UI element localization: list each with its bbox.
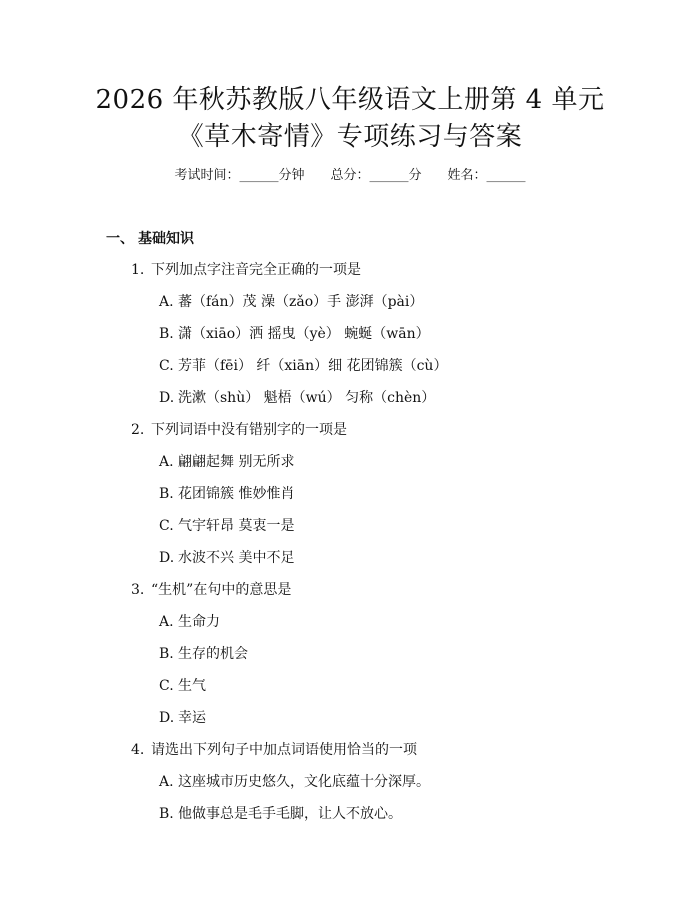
option-text: 翩翩起舞 别无所求: [178, 454, 295, 470]
option-letter: D.: [159, 550, 175, 566]
option-letter: C.: [159, 518, 174, 534]
option-text: 生气: [178, 678, 206, 694]
question-4-option-a: [159, 771, 430, 793]
option-letter: B.: [159, 326, 174, 342]
option-text: 他做事总是毛手毛脚，让人不放心。: [178, 806, 402, 822]
question-2-option-b: [159, 483, 294, 505]
question-text: 请选出下列句子中加点词语使用恰当的一项: [151, 742, 417, 758]
option-letter: D.: [159, 390, 175, 406]
option-text: 这座城市历史悠久，文化底蕴十分深厚。: [178, 774, 430, 790]
question-4: [131, 739, 417, 761]
question-2-option-c: [159, 515, 294, 537]
option-text: 气宇轩昂 莫衷一是: [178, 518, 295, 534]
exam-meta: [0, 166, 700, 186]
exam-time-field: 考试时间：______分钟: [174, 168, 305, 183]
exam-score-field: 总分：______分: [330, 168, 422, 183]
question-2-option-a: [159, 451, 294, 473]
question-3-option-c: [159, 675, 206, 697]
question-1-option-b: [159, 323, 430, 345]
question-text: “生机”在句中的意思是: [151, 582, 292, 598]
question-number: 2.: [131, 422, 145, 438]
document-title-line-2: 《草木寄情》专项练习与答案: [177, 122, 523, 152]
option-text: 芳菲（fēi） 纤（xiān）细 花团锦簇（cù）: [178, 358, 448, 374]
option-text: 水波不兴 美中不足: [178, 550, 295, 566]
section-heading: [106, 228, 194, 250]
option-letter: A.: [159, 294, 174, 310]
option-text: 潇（xiāo）洒 摇曳（yè） 蜿蜒（wān）: [178, 326, 430, 342]
question-number: 4.: [131, 742, 145, 758]
question-1-option-d: [159, 387, 435, 409]
question-3-option-a: [159, 611, 220, 633]
question-3-option-b: [159, 643, 248, 665]
exam-name-field: 姓名：______: [447, 168, 526, 183]
option-text: 生命力: [178, 614, 220, 630]
option-letter: B.: [159, 806, 174, 822]
option-letter: B.: [159, 646, 174, 662]
question-text: 下列加点字注音完全正确的一项是: [151, 262, 361, 278]
option-letter: C.: [159, 678, 174, 694]
option-letter: D.: [159, 710, 175, 726]
question-number: 3.: [131, 582, 145, 598]
option-letter: B.: [159, 486, 174, 502]
document-title-line-1: 2026 年秋苏教版八年级语文上册第 4 单元: [95, 85, 605, 115]
option-text: 洗漱（shù） 魁梧（wú） 匀称（chèn）: [178, 390, 436, 406]
option-letter: A.: [159, 614, 174, 630]
option-text: 花团锦簇 惟妙惟肖: [178, 486, 295, 502]
question-4-option-b: [159, 803, 402, 825]
section-title: 基础知识: [138, 231, 194, 247]
question-1: [131, 259, 361, 281]
question-2-option-d: [159, 547, 294, 569]
question-number: 1.: [131, 262, 145, 278]
option-text: 幸运: [178, 710, 206, 726]
option-letter: A.: [159, 774, 174, 790]
question-3: [131, 579, 291, 601]
option-letter: C.: [159, 358, 174, 374]
question-1-option-a: [159, 291, 423, 313]
question-1-option-c: [159, 355, 447, 377]
question-text: 下列词语中没有错别字的一项是: [151, 422, 347, 438]
option-text: 蕃（fán）茂 澡（zǎo）手 澎湃（pài）: [178, 294, 424, 310]
option-letter: A.: [159, 454, 174, 470]
question-2: [131, 419, 347, 441]
section-number: 一、: [106, 231, 134, 247]
question-3-option-d: [159, 707, 206, 729]
option-text: 生存的机会: [178, 646, 248, 662]
